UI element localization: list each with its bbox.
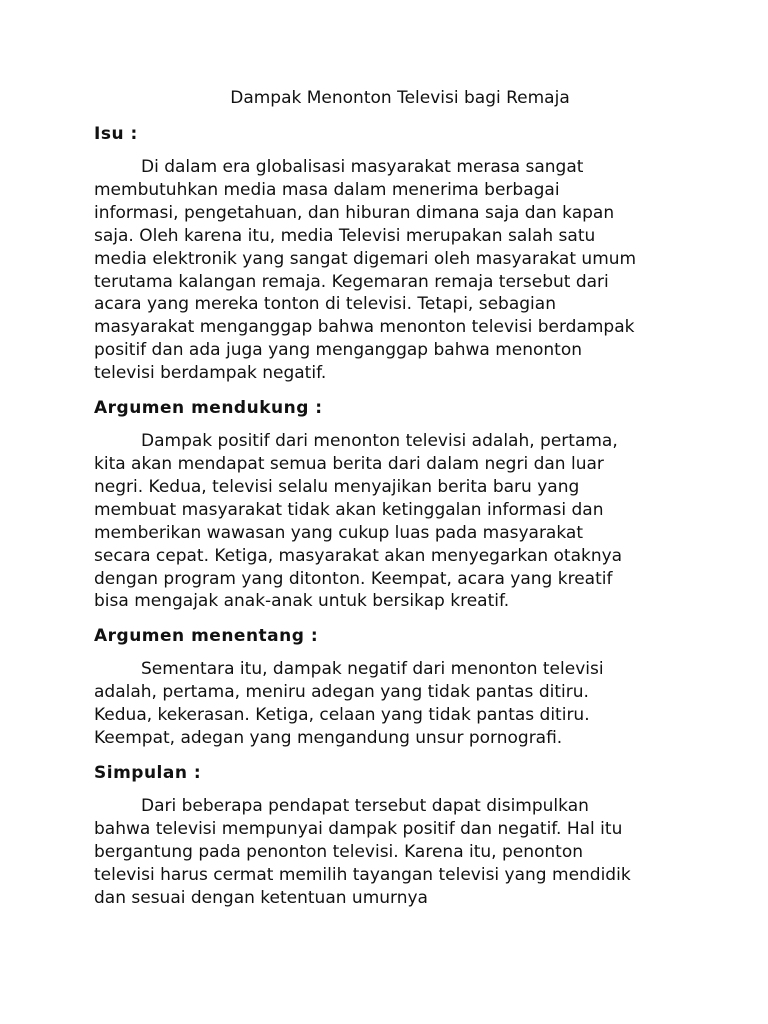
text-line: membutuhkan media masa dalam menerima berbagai bbox=[94, 179, 560, 200]
text-line: televisi harus cermat memilih tayangan televisi yang mendidik bbox=[94, 864, 631, 885]
text-line: Dampak positif dari menonton televisi adalah, pertama, bbox=[141, 431, 618, 452]
text-line: saja. Oleh karena itu, media Televisi merupakan salah satu bbox=[94, 225, 596, 246]
text-line: televisi berdampak negatif. bbox=[94, 363, 327, 384]
document-title: Dampak Menonton Televisi bagi Remaja bbox=[230, 88, 570, 108]
text-line: dan sesuai dengan ketentuan umurnya bbox=[94, 887, 428, 908]
paragraph-argumen-menentang bbox=[94, 658, 684, 750]
text-line: dengan program yang ditonton. Keempat, acara yang kreatif bbox=[94, 568, 613, 589]
text-line: secara cepat. Ketiga, masyarakat akan menyegarkan otaknya bbox=[94, 545, 623, 566]
text-line: media elektronik yang sangat digemari oleh masyarakat umum bbox=[94, 248, 637, 269]
section-heading-argumen-mendukung: Argumen mendukung : bbox=[94, 398, 323, 419]
text-line: bahwa televisi mempunyai dampak positif dan negatif. Hal itu bbox=[94, 818, 623, 839]
text-line: Di dalam era globalisasi masyarakat merasa sangat bbox=[141, 157, 584, 177]
text-line: terutama kalangan remaja. Kegemaran remaja tersebut dari bbox=[94, 271, 609, 292]
text-line: positif dan ada juga yang menganggap bahwa menonton bbox=[94, 340, 583, 361]
text-line: memberikan wawasan yang cukup luas pada masyarakat bbox=[94, 522, 583, 543]
text-line: acara yang mereka tonton di televisi. Tetapi, sebagian bbox=[94, 294, 556, 315]
section-heading-isu: Isu : bbox=[94, 124, 138, 144]
text-line: masyarakat menganggap bahwa menonton televisi berdampak bbox=[94, 317, 635, 338]
document-page bbox=[94, 86, 684, 920]
section-heading-argumen-menentang: Argumen menentang : bbox=[94, 626, 319, 647]
text-line: informasi, pengetahuan, dan hiburan dimana saja dan kapan bbox=[94, 202, 615, 223]
text-line: kita akan mendapat semua berita dari dalam negri dan luar bbox=[94, 453, 604, 474]
text-line: membuat masyarakat tidak akan ketinggalan informasi dan bbox=[94, 499, 604, 520]
text-line: adalah, pertama, meniru adegan yang tidak pantas ditiru. bbox=[94, 682, 589, 703]
paragraph-argumen-mendukung bbox=[94, 430, 684, 613]
text-line: Dari beberapa pendapat tersebut dapat disimpulkan bbox=[141, 795, 589, 816]
paragraph-simpulan bbox=[94, 795, 684, 910]
paragraph-isu bbox=[94, 156, 684, 385]
text-line: Kedua, kekerasan. Ketiga, celaan yang tidak pantas ditiru. bbox=[94, 705, 590, 726]
text-line: bergantung pada penonton televisi. Karena itu, penonton bbox=[94, 841, 584, 862]
text-line: bisa mengajak anak-anak untuk bersikap kreatif. bbox=[94, 591, 510, 612]
text-line: Keempat, adegan yang mengandung unsur pornografi. bbox=[94, 728, 563, 749]
text-line: Sementara itu, dampak negatif dari menonton televisi bbox=[141, 659, 604, 680]
section-heading-simpulan: Simpulan : bbox=[94, 762, 202, 783]
text-line: negri. Kedua, televisi selalu menyajikan berita baru yang bbox=[94, 476, 580, 497]
